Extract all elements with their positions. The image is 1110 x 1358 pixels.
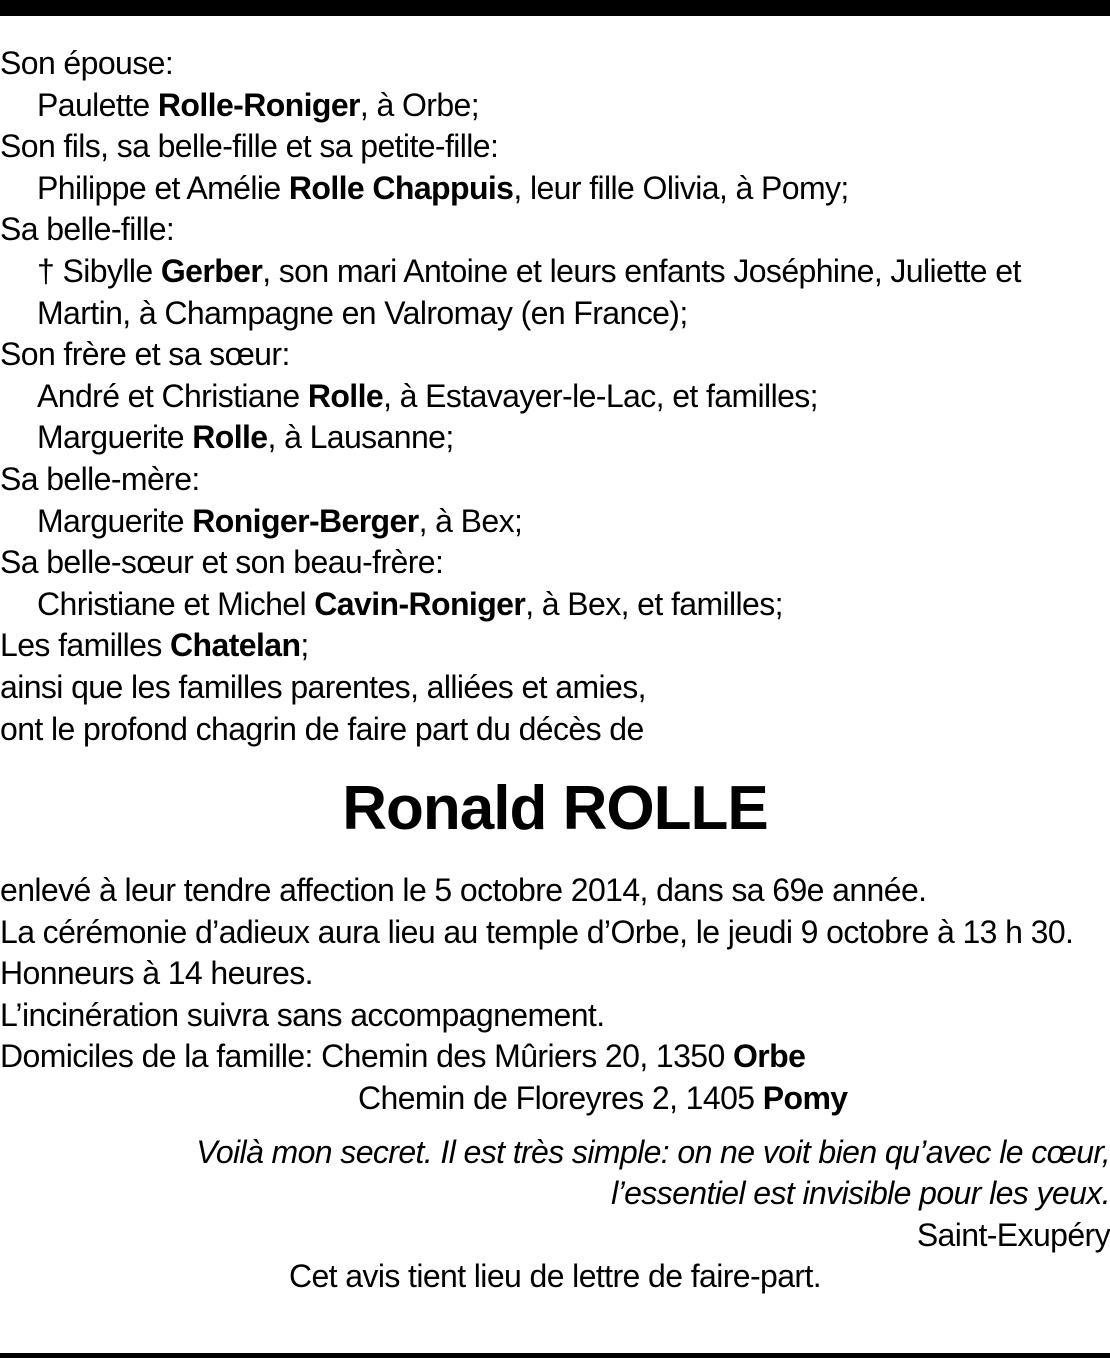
- top-rule: [0, 0, 1110, 16]
- entry-given-names: André et Christiane: [37, 377, 308, 414]
- family-entry: [0, 251, 1110, 334]
- entry-surname: Rolle-Roniger: [157, 86, 360, 123]
- family-entry: [0, 417, 1110, 459]
- entry-details: , leur fille Olivia, à Pomy;: [513, 169, 849, 206]
- entry-line: [37, 501, 1110, 543]
- intro-line-1: ainsi que les familles parentes, alliées et amies,: [0, 668, 646, 705]
- entry-surname: Rolle Chappuis: [288, 169, 514, 206]
- entry-continuation: Martin, à Champagne en Valromay (en France);: [37, 294, 688, 331]
- entry-given-names: Marguerite: [37, 502, 193, 539]
- ceremony-details: La cérémonie d’adieux aura lieu au temple d’Orbe, le jeudi 9 octobre à 13 h 30.: [0, 913, 1074, 950]
- domicile-line-1: [0, 1036, 1110, 1078]
- entry-details: , à Bex, et familles;: [525, 585, 783, 622]
- domicile-town-2: Pomy: [762, 1080, 848, 1117]
- relation-heading: Sa belle-sœur et son beau-frère:: [0, 544, 444, 581]
- family-entry: [0, 85, 1110, 127]
- family-entry: [0, 376, 1110, 418]
- domicile-line-2: [0, 1078, 1110, 1120]
- family-list: [0, 43, 1110, 667]
- entry-given-names: † Sibylle: [37, 252, 161, 289]
- entry-line: [37, 85, 1110, 127]
- entry-surname: Roniger-Berger: [192, 502, 419, 539]
- entry-line: [37, 417, 1110, 459]
- entry-details: , son mari Antoine et leurs enfants Joséphine, Juliette et: [262, 252, 1021, 289]
- deceased-name: Ronald ROLLE: [342, 774, 768, 844]
- cremation-details: L’incinération suivra sans accompagnement.: [0, 996, 605, 1033]
- domicile-address-2: Chemin de Floreyres 2, 1405: [358, 1080, 763, 1117]
- relation-heading: Son épouse:: [0, 45, 174, 81]
- honours-details: Honneurs à 14 heures.: [0, 955, 313, 992]
- entry-line: [37, 584, 1110, 626]
- entry-line: [37, 251, 1110, 293]
- entry-details: , à Bex;: [418, 502, 523, 539]
- relation-heading: Sa belle-mère:: [0, 460, 200, 497]
- entry-surname: Cavin-Roniger: [314, 585, 526, 622]
- entry-given-names: Marguerite: [37, 419, 193, 456]
- domicile-town-1: Orbe: [732, 1038, 806, 1075]
- entry-details: , à Lausanne;: [267, 419, 454, 456]
- entry-details: ;: [300, 627, 309, 664]
- quote-author: Saint-Exupéry: [916, 1216, 1110, 1253]
- entry-given-names: Les familles: [0, 627, 171, 664]
- domicile-address-1: Chemin des Mûriers 20, 1350: [321, 1038, 733, 1075]
- quote-line-2: l’essentiel est invisible pour les yeux.: [611, 1175, 1110, 1212]
- death-details: enlevé à leur tendre affection le 5 octobre 2014, dans sa 69e année.: [0, 872, 927, 909]
- closing-note: Cet avis tient lieu de lettre de faire-part.: [288, 1258, 822, 1295]
- entry-surname: Chatelan: [170, 627, 301, 664]
- entry-given-names: Paulette: [37, 86, 158, 123]
- bottom-rule: [0, 1353, 1110, 1358]
- obituary-notice: [0, 43, 1110, 1298]
- family-entry-flat: [0, 625, 1110, 667]
- entry-given-names: Christiane et Michel: [37, 585, 315, 622]
- quote-line-1: Voilà mon secret. Il est très simple: on ne voit bien qu’avec le cœur,: [196, 1133, 1110, 1170]
- relation-heading: Sa belle-fille:: [0, 211, 175, 248]
- entry-details: , à Orbe;: [359, 86, 480, 123]
- entry-line: [37, 376, 1110, 418]
- entry-line: [37, 168, 1110, 210]
- quote: [0, 1132, 1110, 1215]
- domicile-label: Domiciles de la famille:: [0, 1038, 322, 1075]
- relation-heading: Son frère et sa sœur:: [0, 336, 290, 373]
- entry-surname: Gerber: [160, 252, 263, 289]
- relation-heading: Son fils, sa belle-fille et sa petite-fille:: [0, 128, 499, 165]
- family-entry: [0, 501, 1110, 543]
- family-entry: [0, 168, 1110, 210]
- family-entry: [0, 584, 1110, 626]
- entry-given-names: Philippe et Amélie: [37, 169, 289, 206]
- intro-line-2: ont le profond chagrin de faire part du décès de: [0, 710, 644, 747]
- entry-surname: Rolle: [192, 419, 268, 456]
- entry-surname: Rolle: [307, 377, 384, 414]
- entry-details: , à Estavayer-le-Lac, et familles;: [383, 377, 818, 414]
- entry-line: [0, 625, 1110, 667]
